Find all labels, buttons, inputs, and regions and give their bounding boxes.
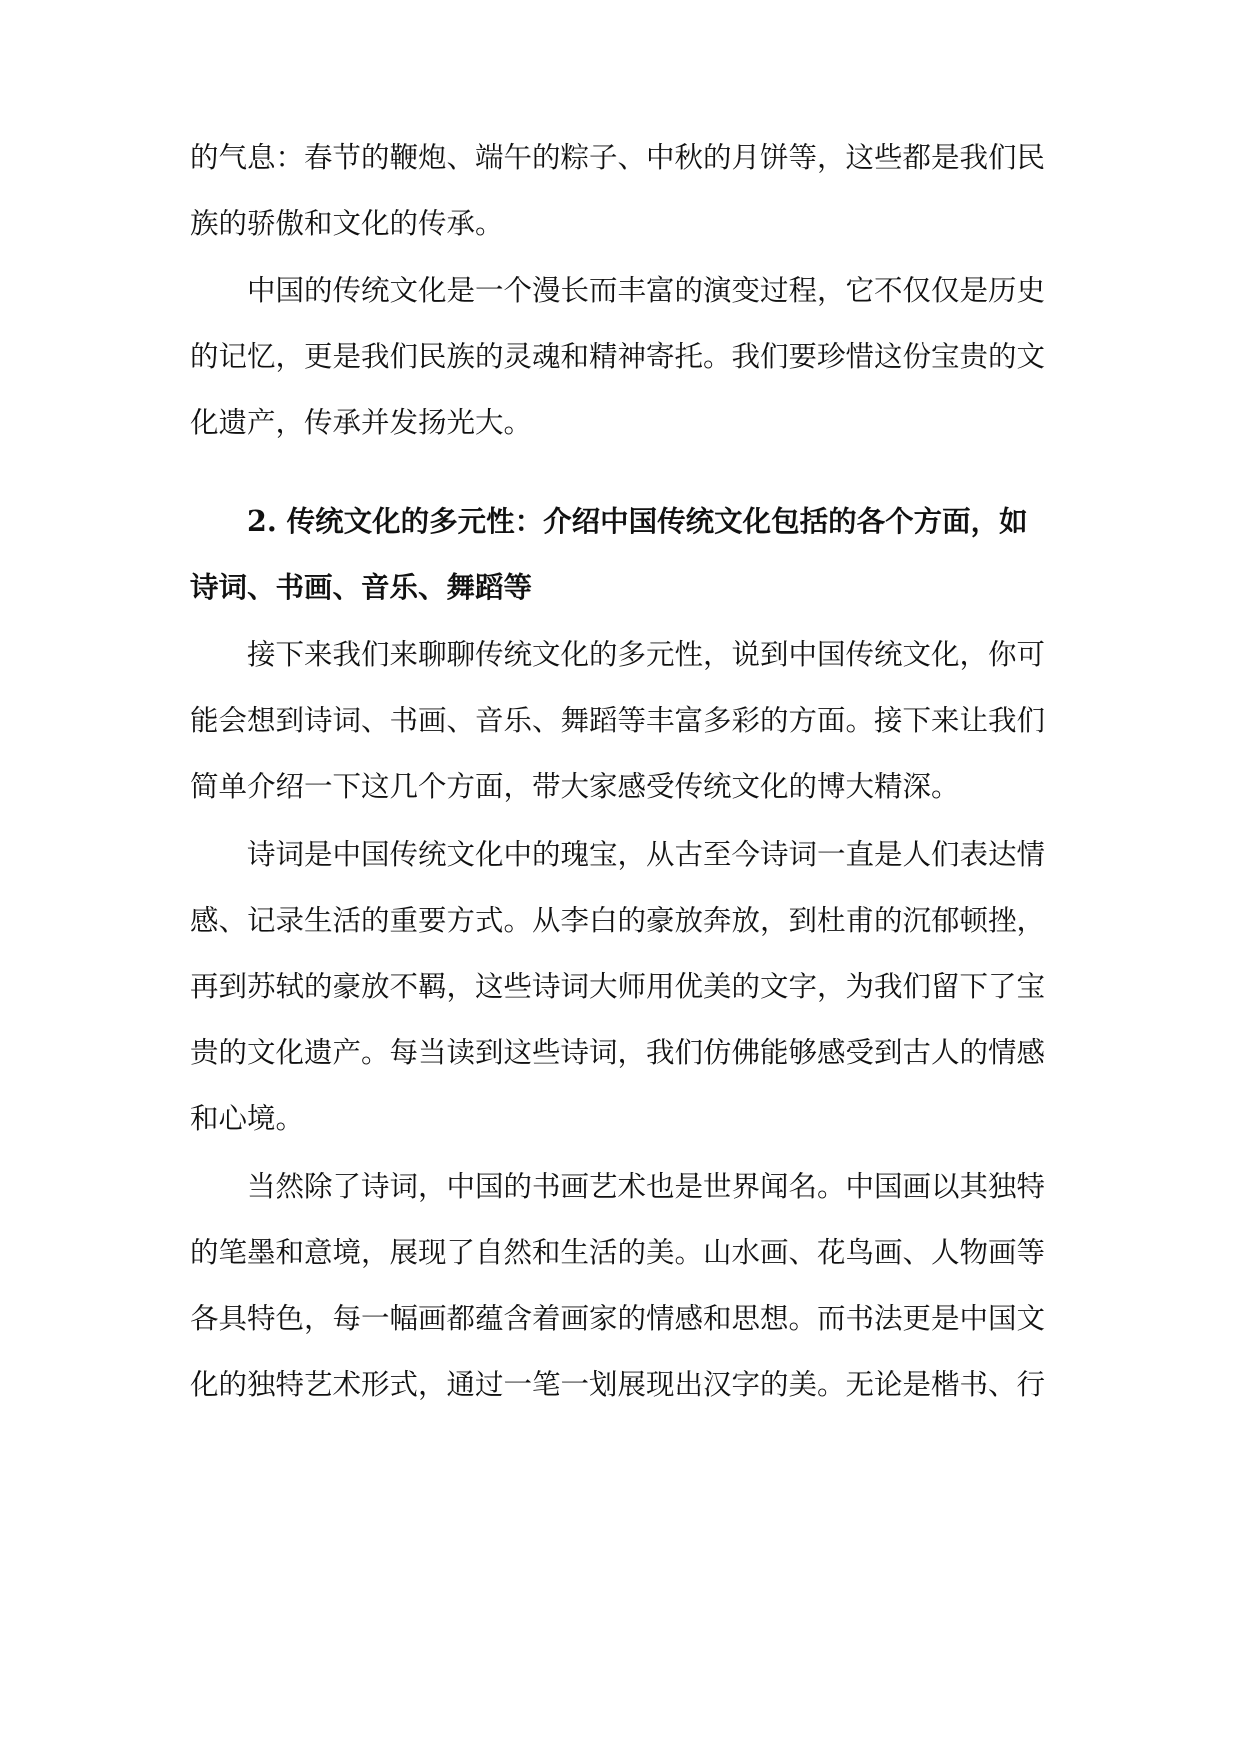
section-heading-line-1: 2. 传统文化的多元性：介绍中国传统文化包括的各个方面，如	[247, 504, 1028, 538]
paragraph-3-line-1: 接下来我们来聊聊传统文化的多元性，说到中国传统文化，你可	[247, 638, 1046, 671]
paragraph-4-line-1: 诗词是中国传统文化中的瑰宝，从古至今诗词一直是人们表达情	[247, 838, 1046, 871]
paragraph-3-line-3: 简单介绍一下这几个方面，带大家感受传统文化的博大精深。	[190, 770, 960, 803]
paragraph-3-line-2: 能会想到诗词、书画、音乐、舞蹈等丰富多彩的方面。接下来让我们	[190, 704, 1046, 737]
paragraph-1-line-1: 的气息：春节的鞭炮、端午的粽子、中秋的月饼等，这些都是我们民	[190, 141, 1046, 174]
paragraph-2-line-2: 的记忆，更是我们民族的灵魂和精神寄托。我们要珍惜这份宝贵的文	[190, 340, 1046, 373]
paragraph-4-line-4: 贵的文化遗产。每当读到这些诗词，我们仿佛能够感受到古人的情感	[190, 1036, 1046, 1069]
paragraph-1-line-2: 族的骄傲和文化的传承。	[190, 207, 504, 240]
paragraph-2-line-1: 中国的传统文化是一个漫长而丰富的演变过程，它不仅仅是历史	[247, 274, 1046, 307]
paragraph-5-line-2: 的笔墨和意境，展现了自然和生活的美。山水画、花鸟画、人物画等	[190, 1236, 1046, 1269]
paragraph-4-line-5: 和心境。	[190, 1102, 305, 1135]
section-heading-line-2: 诗词、书画、音乐、舞蹈等	[190, 570, 533, 604]
paragraph-2-line-3: 化遗产，传承并发扬光大。	[190, 406, 533, 439]
paragraph-4-line-3: 再到苏轼的豪放不羁，这些诗词大师用优美的文字，为我们留下了宝	[190, 970, 1046, 1003]
paragraph-5-line-1: 当然除了诗词，中国的书画艺术也是世界闻名。中国画以其独特	[247, 1170, 1046, 1203]
paragraph-5-line-4: 化的独特艺术形式，通过一笔一划展现出汉字的美。无论是楷书、行	[190, 1368, 1046, 1401]
paragraph-5-line-3: 各具特色，每一幅画都蕴含着画家的情感和思想。而书法更是中国文	[190, 1302, 1046, 1335]
paragraph-4-line-2: 感、记录生活的重要方式。从李白的豪放奔放，到杜甫的沉郁顿挫，	[190, 904, 1046, 937]
